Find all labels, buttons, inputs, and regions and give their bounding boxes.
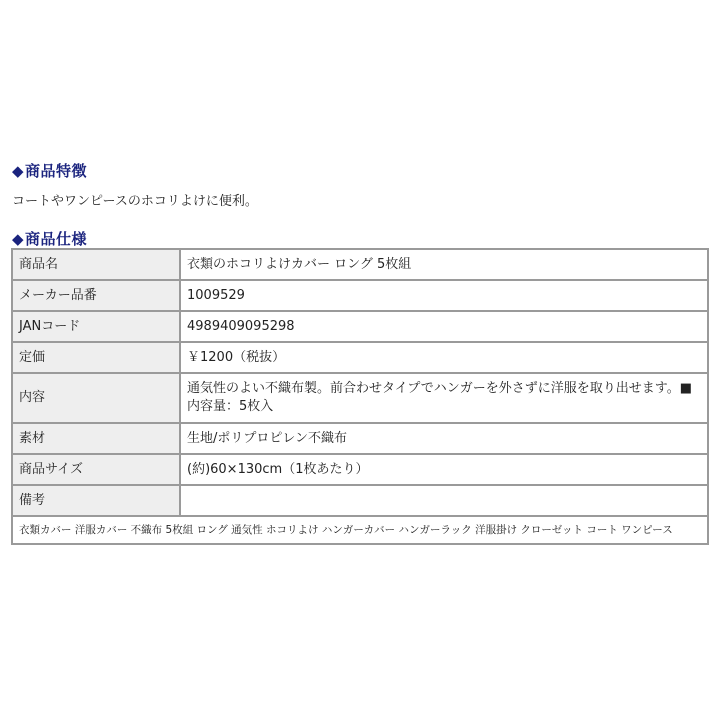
table-row (12, 423, 708, 454)
spec-value-maker-code: 1009529 (180, 280, 708, 311)
table-row (12, 311, 708, 342)
table-row (12, 373, 708, 423)
table-row (12, 516, 708, 544)
table-row (12, 485, 708, 516)
spec-value-contents-line1: 通気性のよい不織布製。前合わせタイプでハンガーを外さずに洋服を取り出せます。■ (187, 381, 692, 396)
table-row (12, 342, 708, 373)
spec-heading (12, 228, 87, 249)
spec-value-size: (約)60×130cm（1枚あたり） (180, 454, 708, 485)
spec-value-product-name: 衣類のホコリよけカバー ロング 5枚組 (180, 249, 708, 280)
features-description: コートやワンピースのホコリよけに便利。 (12, 194, 258, 209)
spec-value-contents-line2: 内容量：5枚入 (187, 399, 274, 414)
table-row (12, 454, 708, 485)
spec-label-contents: 内容 (12, 373, 180, 423)
diamond-bullet-icon: ◆ (12, 230, 25, 248)
spec-value-notes (180, 485, 708, 516)
spec-keywords: 衣類カバー 洋服カバー 不織布 5枚組 ロング 通気性 ホコリよけ ハンガーカバー ハンガーラック 洋服掛け クローゼット コート ワンピース (12, 516, 708, 544)
features-heading (12, 160, 87, 181)
features-heading-text: 商品特徴 (25, 162, 88, 180)
spec-label-price: 定価 (12, 342, 180, 373)
spec-value-contents (180, 373, 708, 423)
spec-label-size: 商品サイズ (12, 454, 180, 485)
spec-label-material: 素材 (12, 423, 180, 454)
table-row (12, 280, 708, 311)
table-row (12, 249, 708, 280)
spec-value-material: 生地/ポリプロピレン不織布 (180, 423, 708, 454)
spec-heading-text: 商品仕様 (25, 230, 88, 248)
spec-value-price: ￥1200（税抜） (180, 342, 708, 373)
spec-label-product-name: 商品名 (12, 249, 180, 280)
spec-value-jan-code: 4989409095298 (180, 311, 708, 342)
spec-label-jan-code: JANコード (12, 311, 180, 342)
spec-label-notes: 備考 (12, 485, 180, 516)
spec-table (11, 248, 709, 545)
diamond-bullet-icon: ◆ (12, 162, 25, 180)
spec-label-maker-code: メーカー品番 (12, 280, 180, 311)
